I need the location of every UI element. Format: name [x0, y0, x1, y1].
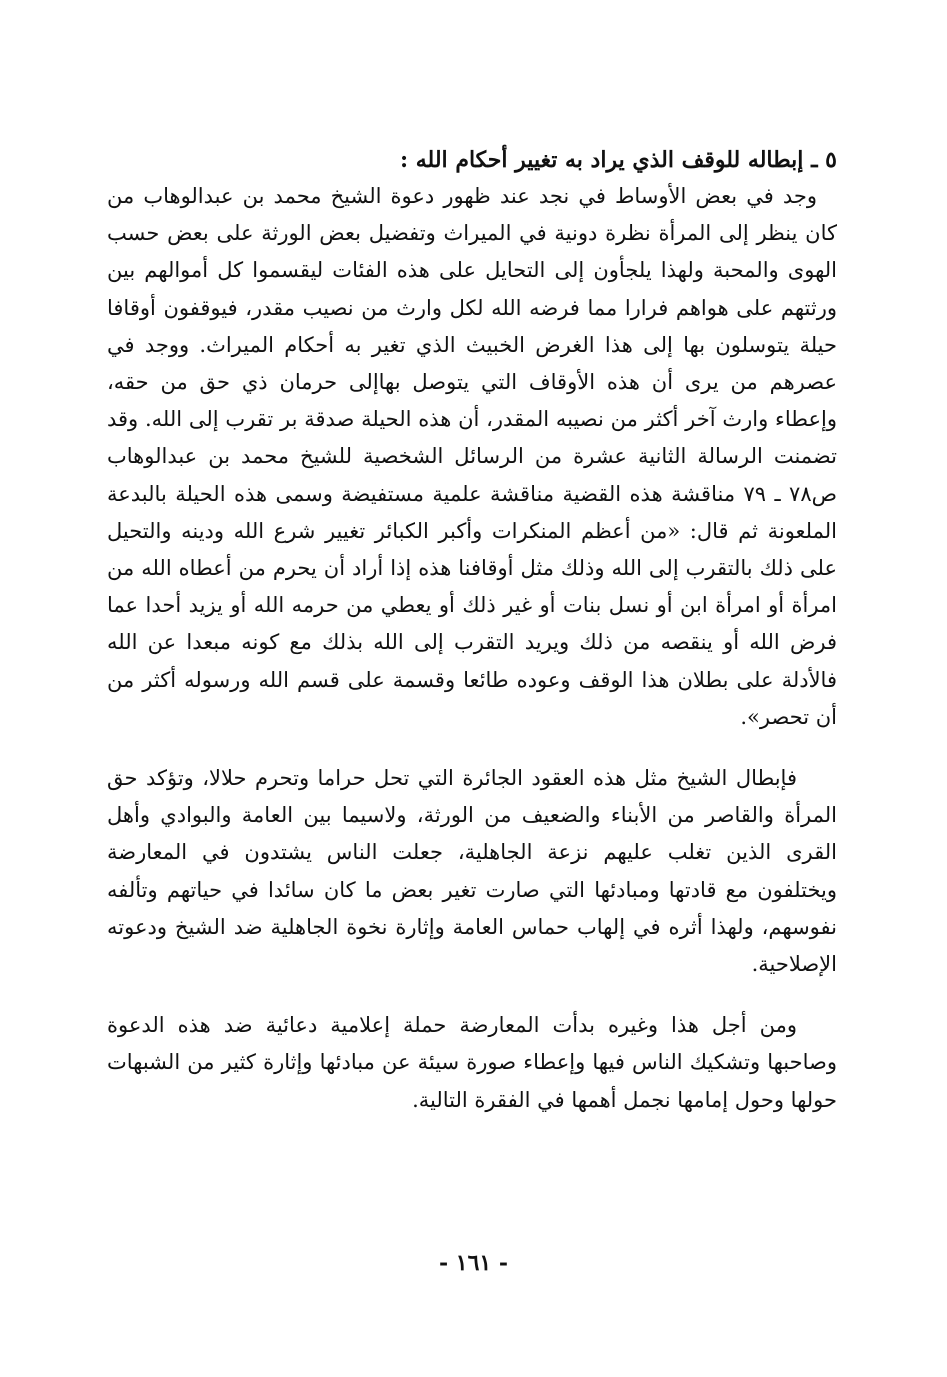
- page-number: - ١٦١ -: [438, 1250, 509, 1276]
- paragraph-2: فإبطال الشيخ مثل هذه العقود الجائرة التي تحل حراما وتحرم حلالا، وتؤكد حق المرأة والقاصر من الأبناء والضعيف من الورثة، ولاسيما بين العامة والبوادي وأهل القرى الذين تغلب عليهم نزعة الجاهلية، جعلت الناس يشتدون في المعارضة ويختلفون مع قادتها ومبادئها التي صارت تغير بعض ما كان سائدا في حياتهم وتألفه نفوسهم، ولهذا أثره في إلهاب حماس العامة وإثارة نخوة الجاهلية ضد الشيخ ودعوته الإصلاحية.: [107, 766, 837, 977]
- section-heading: ٥ ـ إبطاله للوقف الذي يراد به تغيير أحكام الله :: [399, 147, 837, 173]
- paragraph-3: ومن أجل هذا وغيره بدأت المعارضة حملة إعلامية دعائية ضد هذه الدعوة وصاحبها وتشكيك الناس فيها وإعطاء صورة سيئة عن مبادئها وإثارة كثير من الشبهات حولها وحول إمامها نجمل أهمها في الفقرة التالية.: [107, 1013, 837, 1112]
- paragraph-1: وجد في بعض الأوساط في نجد عند ظهور دعوة الشيخ محمد بن عبدالوهاب من كان ينظر إلى المرأة نظرة دونية في الميراث وتفضيل بعض الورثة على بعض حسب الهوى والمحبة ولهذا يلجأون إلى التحايل على هذه الفئات ليقسموا كل أموالهم بين ورثتهم على هواهم فرارا مما فرضه الله لكل وارث من نصيب مقدر، فيوقفون أوقافا حيلة يتوسلون بها إلى هذا الغرض الخبيث الذي تغير به أحكام الميراث. ووجد في عصرهم من يرى أن هذه الأوقاف التي يتوصل بهاإلى حرمان ذي حق من حقه، وإعطاء وارث آخر أكثر من نصيبه المقدر، أن هذه الحيلة صدقة بر تقرب إلى الله. وقد تضمنت الرسالة الثانية عشرة من الرسائل الشخصية للشيخ محمد بن عبدالوهاب ص٧٨ ـ ٧٩ مناقشة هذه القضية مناقشة علمية مستفيضة وسمى هذه الحيلة بالبدعة الملعونة ثم قال: «من أعظم المنكرات وأكبر الكبائر تغيير شرع الله ودينه والتحيل على ذلك بالتقرب إلى الله وذلك مثل أوقافنا هذه إذا أراد أن يحرم من أعطاه الله من امرأة أو امرأة ابن أو نسل بنات أو غير ذلك أو يعطي من حرمه الله أو يزيد أحدا عما فرض الله أو ينقصه من ذلك ويريد التقرب إلى الله بذلك مع كونه مبعدا عن الله فالأدلة على بطلان هذا الوقف وعوده طائعا وقسمة على قسم الله ورسوله أكثر من أن تحصر».: [107, 184, 837, 729]
- page-body: [107, 142, 837, 1119]
